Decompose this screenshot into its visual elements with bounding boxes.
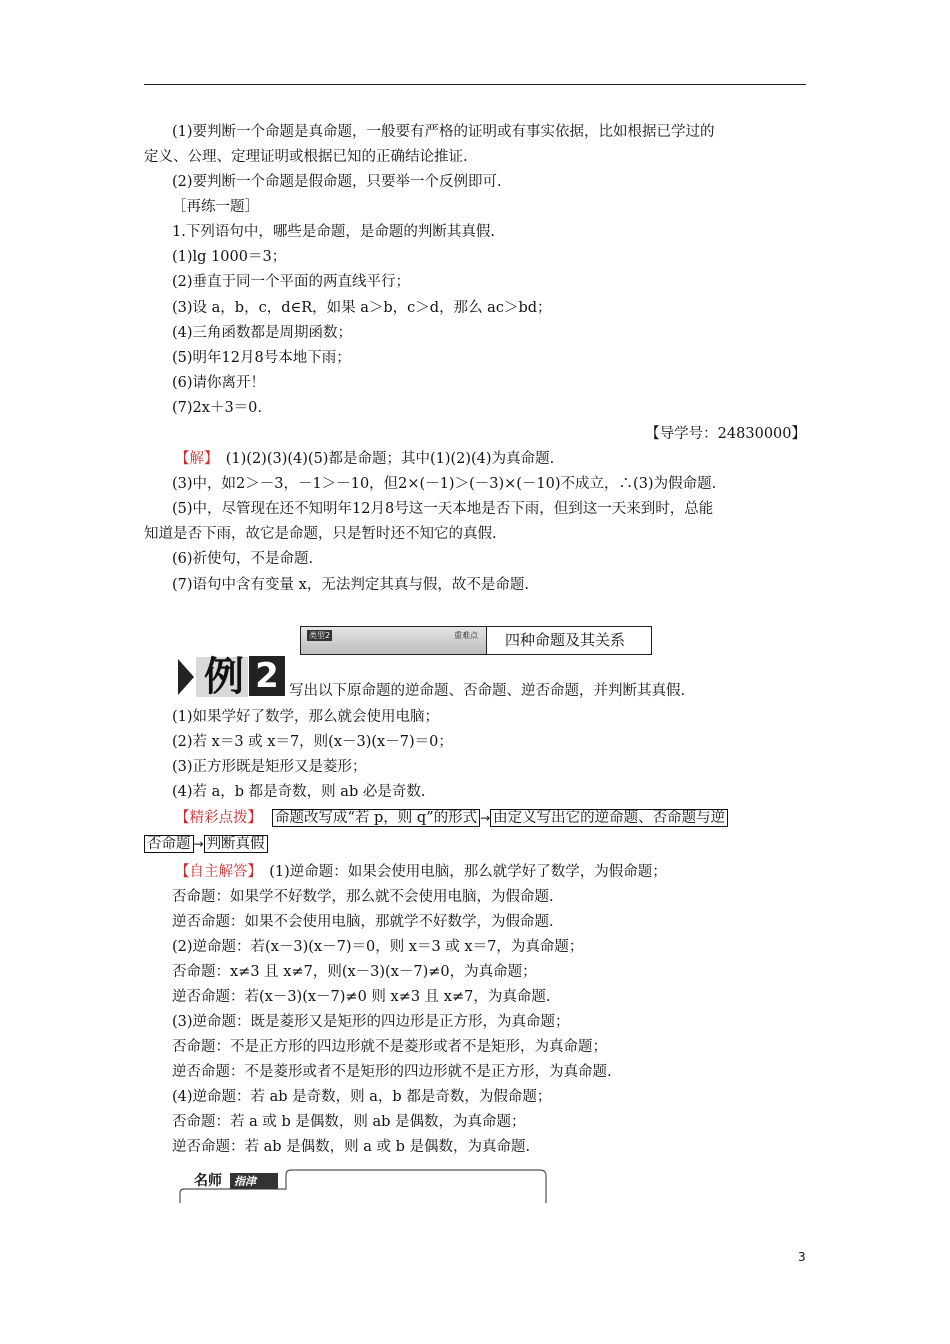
answer-line: 逆否命题：若(x－3)(x－7)≠0 则 x≠3 且 x≠7，为真命题.	[172, 989, 551, 1005]
paragraph: (2)要判断一个命题是假命题，只要举一个反例即可.	[172, 174, 502, 190]
answer-line: 逆否命题：如果不会使用电脑，那就学不好数学，为假命题.	[172, 914, 554, 930]
example-item: (4)若 a，b 都是奇数，则 ab 必是奇数.	[172, 784, 426, 800]
answer-line: 否命题：不是正方形的四边形就不是菱形或者不是矩形，为真命题；	[172, 1039, 607, 1055]
answer-line: 逆否命题：不是菱形或者不是矩形的四边形就不是正方形，为真命题.	[172, 1064, 612, 1080]
practice-label: ［再练一题］	[172, 199, 259, 215]
answer-line: 逆否命题：若 ab 是偶数，则 a 或 b 是偶数，为真命题.	[172, 1139, 531, 1155]
solution-line: (6)祈使句，不是命题.	[172, 551, 314, 567]
hint-line	[144, 834, 268, 854]
answer-line: (4)逆命题：若 ab 是奇数，则 a，b 都是奇数，为假命题；	[172, 1089, 552, 1105]
hint-step-3: 判断真假	[204, 835, 268, 853]
list-item: (4)三角函数都是周期函数；	[172, 325, 353, 341]
answer-line: 否命题：若 a 或 b 是偶数，则 ab 是偶数，为真命题；	[172, 1114, 526, 1130]
answer-text: (1)逆命题：如果会使用电脑，那么就学好了数学，为假命题；	[254, 864, 667, 880]
answer-line	[175, 862, 667, 882]
type-tag: 类型2	[309, 631, 331, 640]
hint-step-2-cont: 否命题	[144, 835, 194, 853]
solution-line: (5)中，尽管现在还不知明年12月8号这一天本地是否下雨，但到这一天来到时，总能	[172, 501, 714, 517]
solution-line: 知道是否下雨，故它是命题，只是暂时还不知它的真假.	[144, 526, 497, 542]
type-banner	[300, 626, 652, 655]
teacher-label: 名师	[194, 1173, 222, 1189]
solution-line	[175, 449, 554, 469]
list-item: (7)2x＋3＝0.	[172, 400, 263, 416]
answer-line: 否命题：x≠3 且 x≠7，则(x－3)(x－7)≠0，为真命题；	[172, 964, 537, 980]
answer-line: (3)逆命题：既是菱形又是矩形的四边形是正方形，为真命题；	[172, 1014, 570, 1030]
solution-line: (3)中，如2＞－3，－1＞－10，但2×(－1)＞(－3)×(－10)不成立，∴(3)为假命题.	[172, 476, 717, 492]
guide-number: 【导学号：24830000】	[645, 426, 806, 442]
example-number: 2	[249, 656, 285, 696]
arrow-right-icon: →	[480, 811, 491, 825]
hint-step-2: 由定义写出它的逆命题、否命题与逆	[490, 809, 728, 827]
example-item: (2)若 x＝3 或 x＝7，则(x－3)(x－7)＝0；	[172, 734, 453, 750]
list-item: (2)垂直于同一个平面的两直线平行；	[172, 274, 411, 290]
list-item: (1)lg 1000＝3；	[172, 249, 287, 265]
teacher-tip-box	[178, 1167, 548, 1203]
answer-label: 【自主解答】	[175, 864, 255, 880]
list-item: (6)请你离开！	[172, 375, 266, 391]
arrow-right-icon: →	[193, 837, 204, 851]
example-item: (1)如果学好了数学，那么就会使用电脑；	[172, 709, 440, 725]
teacher-label-tag: 指津	[234, 1175, 256, 1188]
hint-line	[175, 808, 728, 828]
type-banner-tag-area	[301, 627, 487, 654]
hint-step-1: 命题改写成“若 p，则 q”的形式	[272, 809, 480, 827]
answer-line: (2)逆命题：若(x－3)(x－7)＝0，则 x＝3 或 x＝7，为真命题；	[172, 939, 584, 955]
type-tag-difficulty: 重难点	[454, 631, 478, 640]
question: 1.下列语句中，哪些是命题，是命题的判断其真假.	[172, 224, 495, 240]
example-item: (3)正方形既是矩形又是菱形；	[172, 759, 367, 775]
solution-text: (1)(2)(3)(4)(5)都是命题；其中(1)(2)(4)为真命题.	[211, 451, 555, 467]
header-rule	[144, 84, 806, 85]
solution-line: (7)语句中含有变量 x，无法判定其真与假，故不是命题.	[172, 577, 529, 593]
page-number: 3	[798, 1250, 806, 1264]
paragraph: (1)要判断一个命题是真命题，一般要有严格的证明或有事实依据，比如根据已学过的	[172, 124, 715, 140]
list-item: (3)设 a，b，c，d∈R，如果 a＞b，c＞d，那么 ac＞bd；	[172, 300, 552, 316]
hint-label: 【精彩点拨】	[175, 810, 262, 826]
paragraph: 定义、公理、定理证明或根据已知的正确结论推证.	[144, 149, 468, 165]
type-title: 四种命题及其关系	[505, 631, 626, 649]
example-question: 写出以下原命题的逆命题、否命题、逆否命题，并判断其真假.	[289, 683, 686, 699]
example-label: 例	[204, 654, 244, 700]
list-item: (5)明年12月8号本地下雨；	[172, 350, 351, 366]
answer-line: 否命题：如果学不好数学，那么就不会使用电脑，为假命题.	[172, 889, 554, 905]
solution-label: 【解】	[175, 451, 212, 467]
